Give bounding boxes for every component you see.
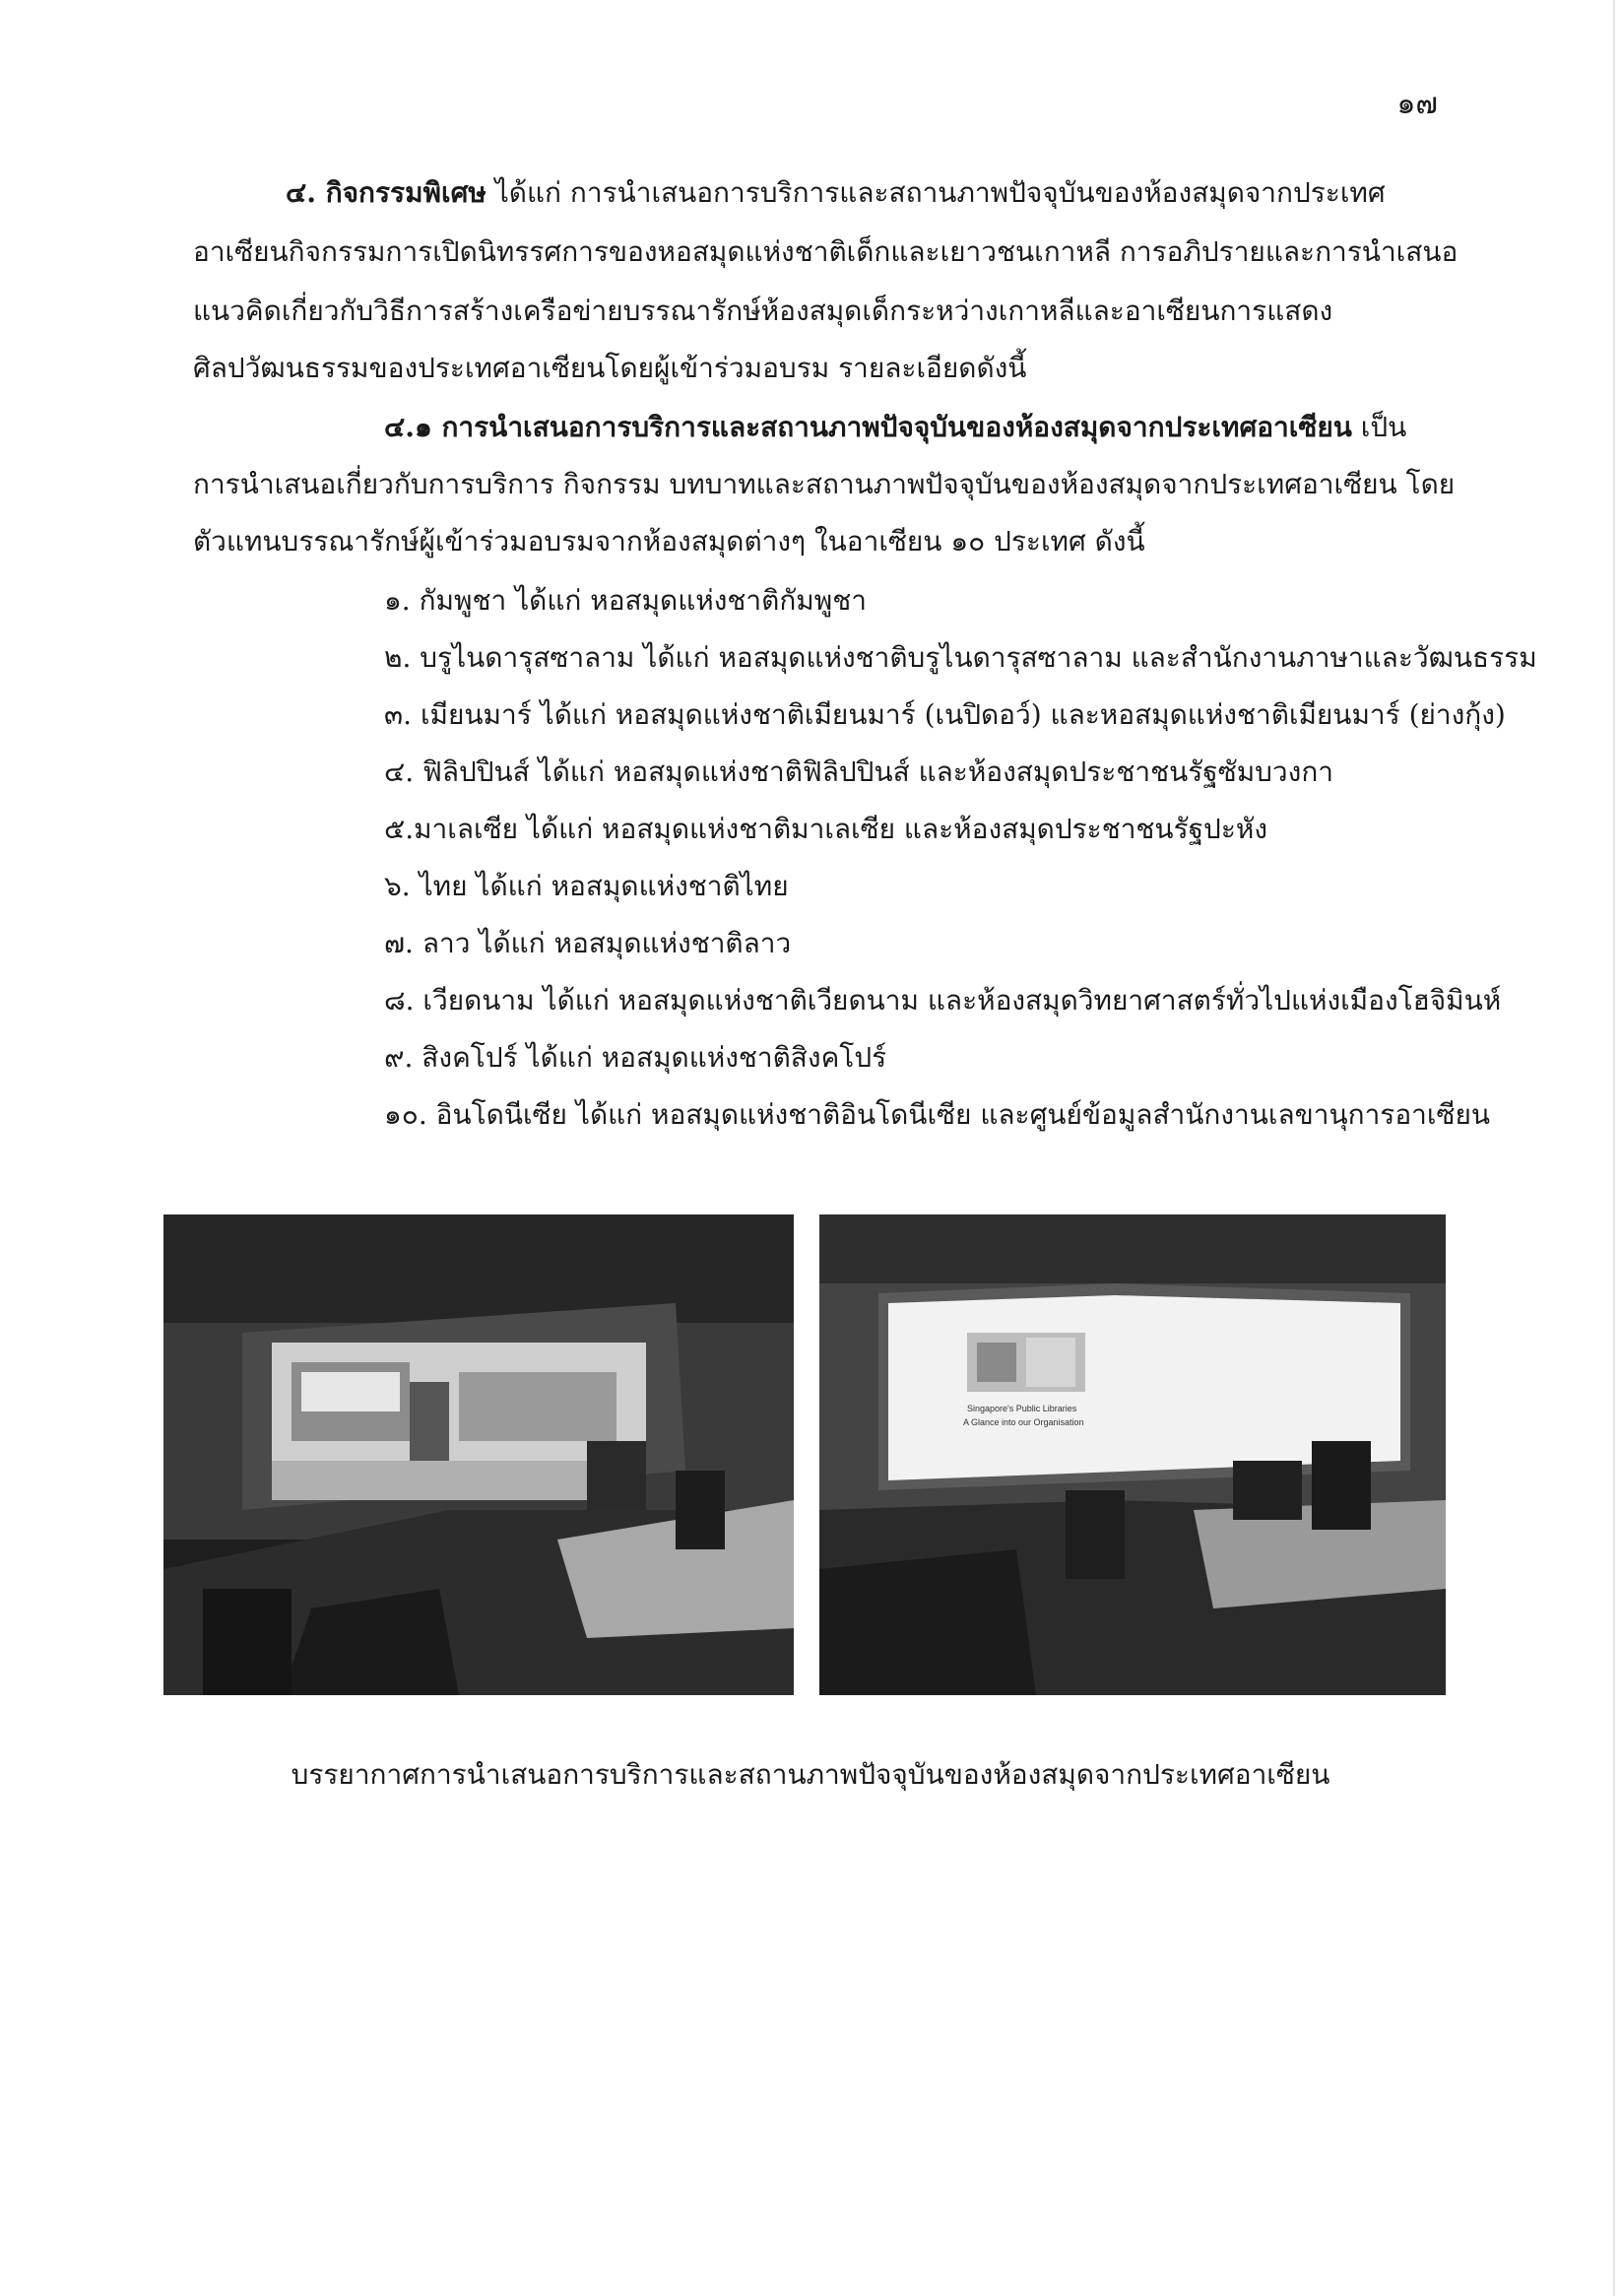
section4-line1 xyxy=(286,173,1386,213)
presentation-photo-2 xyxy=(819,1214,1446,1695)
slide-title-line1: Singapore's Public Libraries xyxy=(967,1404,1077,1413)
section4-heading: ๔. กิจกรรมพิเศษ xyxy=(286,176,486,209)
country-item-laos: ๗. ลาว ได้แก่ หอสมุดแห่งชาติลาว xyxy=(384,927,792,959)
section4-line4: ศิลปวัฒนธรรมของประเทศอาเซียนโดยผู้เข้าร่วมอบรม รายละเอียดดังนี้ xyxy=(193,352,1027,384)
section41-line3: ตัวแทนบรรณารักษ์ผู้เข้าร่วมอบรมจากห้องสมุดต่างๆ ในอาเซียน ๑๐ ประเทศ ดังนี้ xyxy=(193,525,1145,558)
country-item-philippines: ๔. ฟิลิปปินส์ ได้แก่ หอสมุดแห่งชาติฟิลิปปินส์ และห้องสมุดประชาชนรัฐซัมบวงกา xyxy=(384,755,1334,788)
scan-edge-line xyxy=(1613,0,1615,2296)
section4-line3: แนวคิดเกี่ยวกับวิธีการสร้างเครือข่ายบรรณารักษ์ห้องสมุดเด็กระหว่างเกาหลีและอาเซียนการแสดง xyxy=(193,295,1333,327)
slide-title-line2: A Glance into our Organisation xyxy=(963,1417,1084,1427)
country-item-indonesia: ๑๐. อินโดนีเซีย ได้แก่ หอสมุดแห่งชาติอินโดนีเซีย และศูนย์ข้อมูลสำนักงานเลขานุการอาเซียน xyxy=(384,1098,1491,1131)
section41-heading: ๔.๑ การนำเสนอการบริการและสถานภาพปัจจุบันของห้องสมุดจากประเทศอาเซียน xyxy=(384,411,1352,443)
section4-line2: อาเซียนกิจกรรมการเปิดนิทรรศการของหอสมุดแห่งชาติเด็กและเยาวชนเกาหลี การอภิปรายและการนำเสนอ xyxy=(193,235,1459,268)
country-item-vietnam: ๘. เวียดนาม ได้แก่ หอสมุดแห่งชาติเวียดนาม และห้องสมุดวิทยาศาสตร์ทั่วไปแห่งเมืองโฮจิมินห์ xyxy=(384,984,1502,1017)
country-item-cambodia: ๑. กัมพูชา ได้แก่ หอสมุดแห่งชาติกัมพูชา xyxy=(384,584,867,617)
country-item-myanmar: ๓. เมียนมาร์ ได้แก่ หอสมุดแห่งชาติเมียนมาร์ (เนปิดอว์) และหอสมุดแห่งชาติเมียนมาร์ (ย่างกุ้ง) xyxy=(384,698,1506,731)
presentation-photo-2-image xyxy=(819,1214,1446,1695)
country-item-malaysia: ๕.มาเลเซีย ได้แก่ หอสมุดแห่งชาติมาเลเซีย และห้องสมุดประชาชนรัฐปะหัง xyxy=(384,813,1267,845)
country-item-singapore: ๙. สิงคโปร์ ได้แก่ หอสมุดแห่งชาติสิงคโปร์ xyxy=(384,1041,887,1074)
presentation-photo-1-image xyxy=(163,1214,794,1695)
country-item-brunei: ๒. บรูไนดารุสซาลาม ได้แก่ หอสมุดแห่งชาติบรูไนดารุสซาลาม และสำนักงานภาษาและวัฒนธรรม xyxy=(384,641,1537,674)
page-number: ๑๗ xyxy=(1396,87,1438,121)
section41-line1 xyxy=(384,408,1406,447)
photo-caption: บรรยากาศการนำเสนอการบริการและสถานภาพปัจจุบันของห้องสมุดจากประเทศอาเซียน xyxy=(291,1758,1330,1791)
section4-line1-text: ได้แก่ การนำเสนอการบริการและสถานภาพปัจจุบันของห้องสมุดจากประเทศ xyxy=(486,176,1386,209)
section41-line2: การนำเสนอเกี่ยวกับการบริการ กิจกรรม บทบาทและสถานภาพปัจจุบันของห้องสมุดจากประเทศอาเซียน โดย xyxy=(193,468,1456,500)
presentation-photo-1 xyxy=(163,1214,794,1695)
country-item-thailand: ๖. ไทย ได้แก่ หอสมุดแห่งชาติไทย xyxy=(384,870,789,902)
section41-line1-text: เป็น xyxy=(1351,411,1407,443)
